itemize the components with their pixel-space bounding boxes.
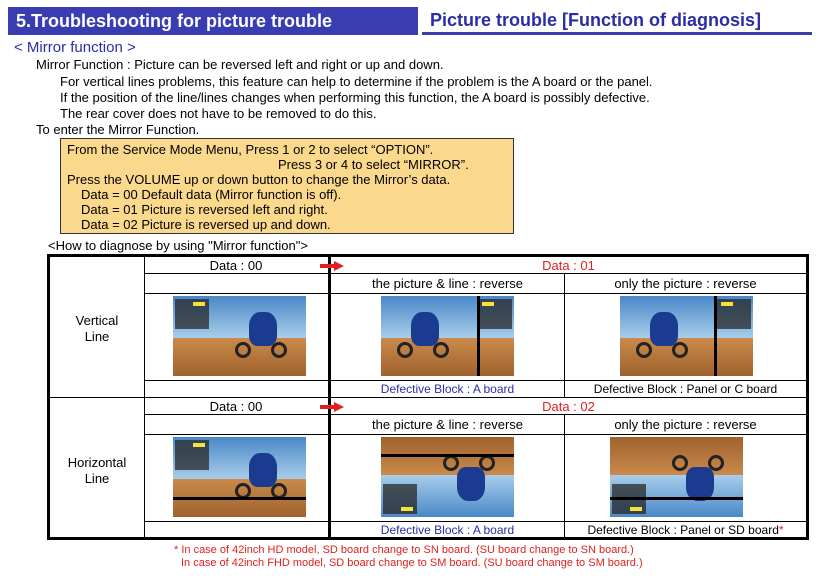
intro-line-1: Mirror Function : Picture can be reversed left and right or up and down.	[36, 57, 444, 72]
footnote-line-1: * In case of 42inch HD model, SD board change to SN board. (SU board change to SN board.)	[174, 544, 634, 556]
horizontal-col1-header: the picture & line : reverse	[371, 417, 524, 432]
header-section-title: 5.Troubleshooting for picture trouble	[8, 7, 418, 35]
note-line-1: From the Service Mode Menu, Press 1 or 2 to select “OPTION”.	[67, 142, 434, 157]
vertical-col1-header: the picture & line : reverse	[371, 276, 524, 291]
diagnosis-table	[47, 254, 809, 540]
intro-line-3: If the position of the line/lines changes when performing this function, the A board is possibly defective.	[60, 90, 650, 105]
vertical-col1-result: Defective Block : A board	[380, 382, 515, 396]
vertical-reverse-both-image	[381, 296, 514, 376]
vertical-col2-result: Defective Block : Panel or C board	[593, 382, 778, 396]
note-line-6: Data = 02 Picture is reversed up and down.	[81, 217, 331, 232]
intro-line-2: For vertical lines problems, this feature can help to determine if the problem is the A board or the panel.	[60, 74, 653, 89]
note-line-2: Press 3 or 4 to select “MIRROR”.	[278, 157, 469, 172]
note-line-3: Press the VOLUME up or down button to change the Mirror’s data.	[67, 172, 451, 187]
intro-line-4: The rear cover does not have to be removed to do this.	[60, 106, 377, 121]
horizontal-col2-result-text: Defective Block : Panel or SD board	[587, 523, 779, 537]
section-title: < Mirror function >	[14, 39, 136, 56]
vertical-data-changed: Data : 01	[542, 258, 595, 273]
diagnose-title: <How to diagnose by using "Mirror function">	[48, 238, 308, 253]
footnote-mark: *	[778, 523, 784, 537]
horizontal-data-default: Data : 00	[209, 399, 263, 414]
row-label-horizontal: Horizontal	[67, 455, 127, 470]
note-line-5: Data = 01 Picture is reversed left and right.	[81, 202, 328, 217]
horizontal-col1-result: Defective Block : A board	[380, 523, 515, 537]
horizontal-reverse-picture-image	[610, 437, 743, 517]
horizontal-col2-result	[565, 523, 806, 537]
vertical-default-image	[173, 296, 306, 376]
horizontal-data-changed: Data : 02	[542, 399, 595, 414]
instruction-box	[60, 138, 514, 234]
horizontal-col2-header: only the picture : reverse	[614, 417, 757, 432]
note-line-4: Data = 00 Default data (Mirror function is off).	[81, 187, 342, 202]
horizontal-default-image	[173, 437, 306, 517]
row-label-vertical-line: Line	[84, 329, 110, 344]
row-label-vertical: Vertical	[75, 313, 119, 328]
header-page-title: Picture trouble [Function of diagnosis]	[422, 7, 812, 35]
vertical-data-default: Data : 00	[209, 258, 263, 273]
row-label-horizontal-line: Line	[84, 471, 110, 486]
intro-line-5: To enter the Mirror Function.	[36, 122, 200, 137]
vertical-reverse-picture-image	[620, 296, 753, 376]
footnote-line-2: In case of 42inch FHD model, SD board change to SM board. (SU board change to SM board.)	[181, 557, 643, 569]
horizontal-reverse-both-image	[381, 437, 514, 517]
vertical-col2-header: only the picture : reverse	[614, 276, 757, 291]
